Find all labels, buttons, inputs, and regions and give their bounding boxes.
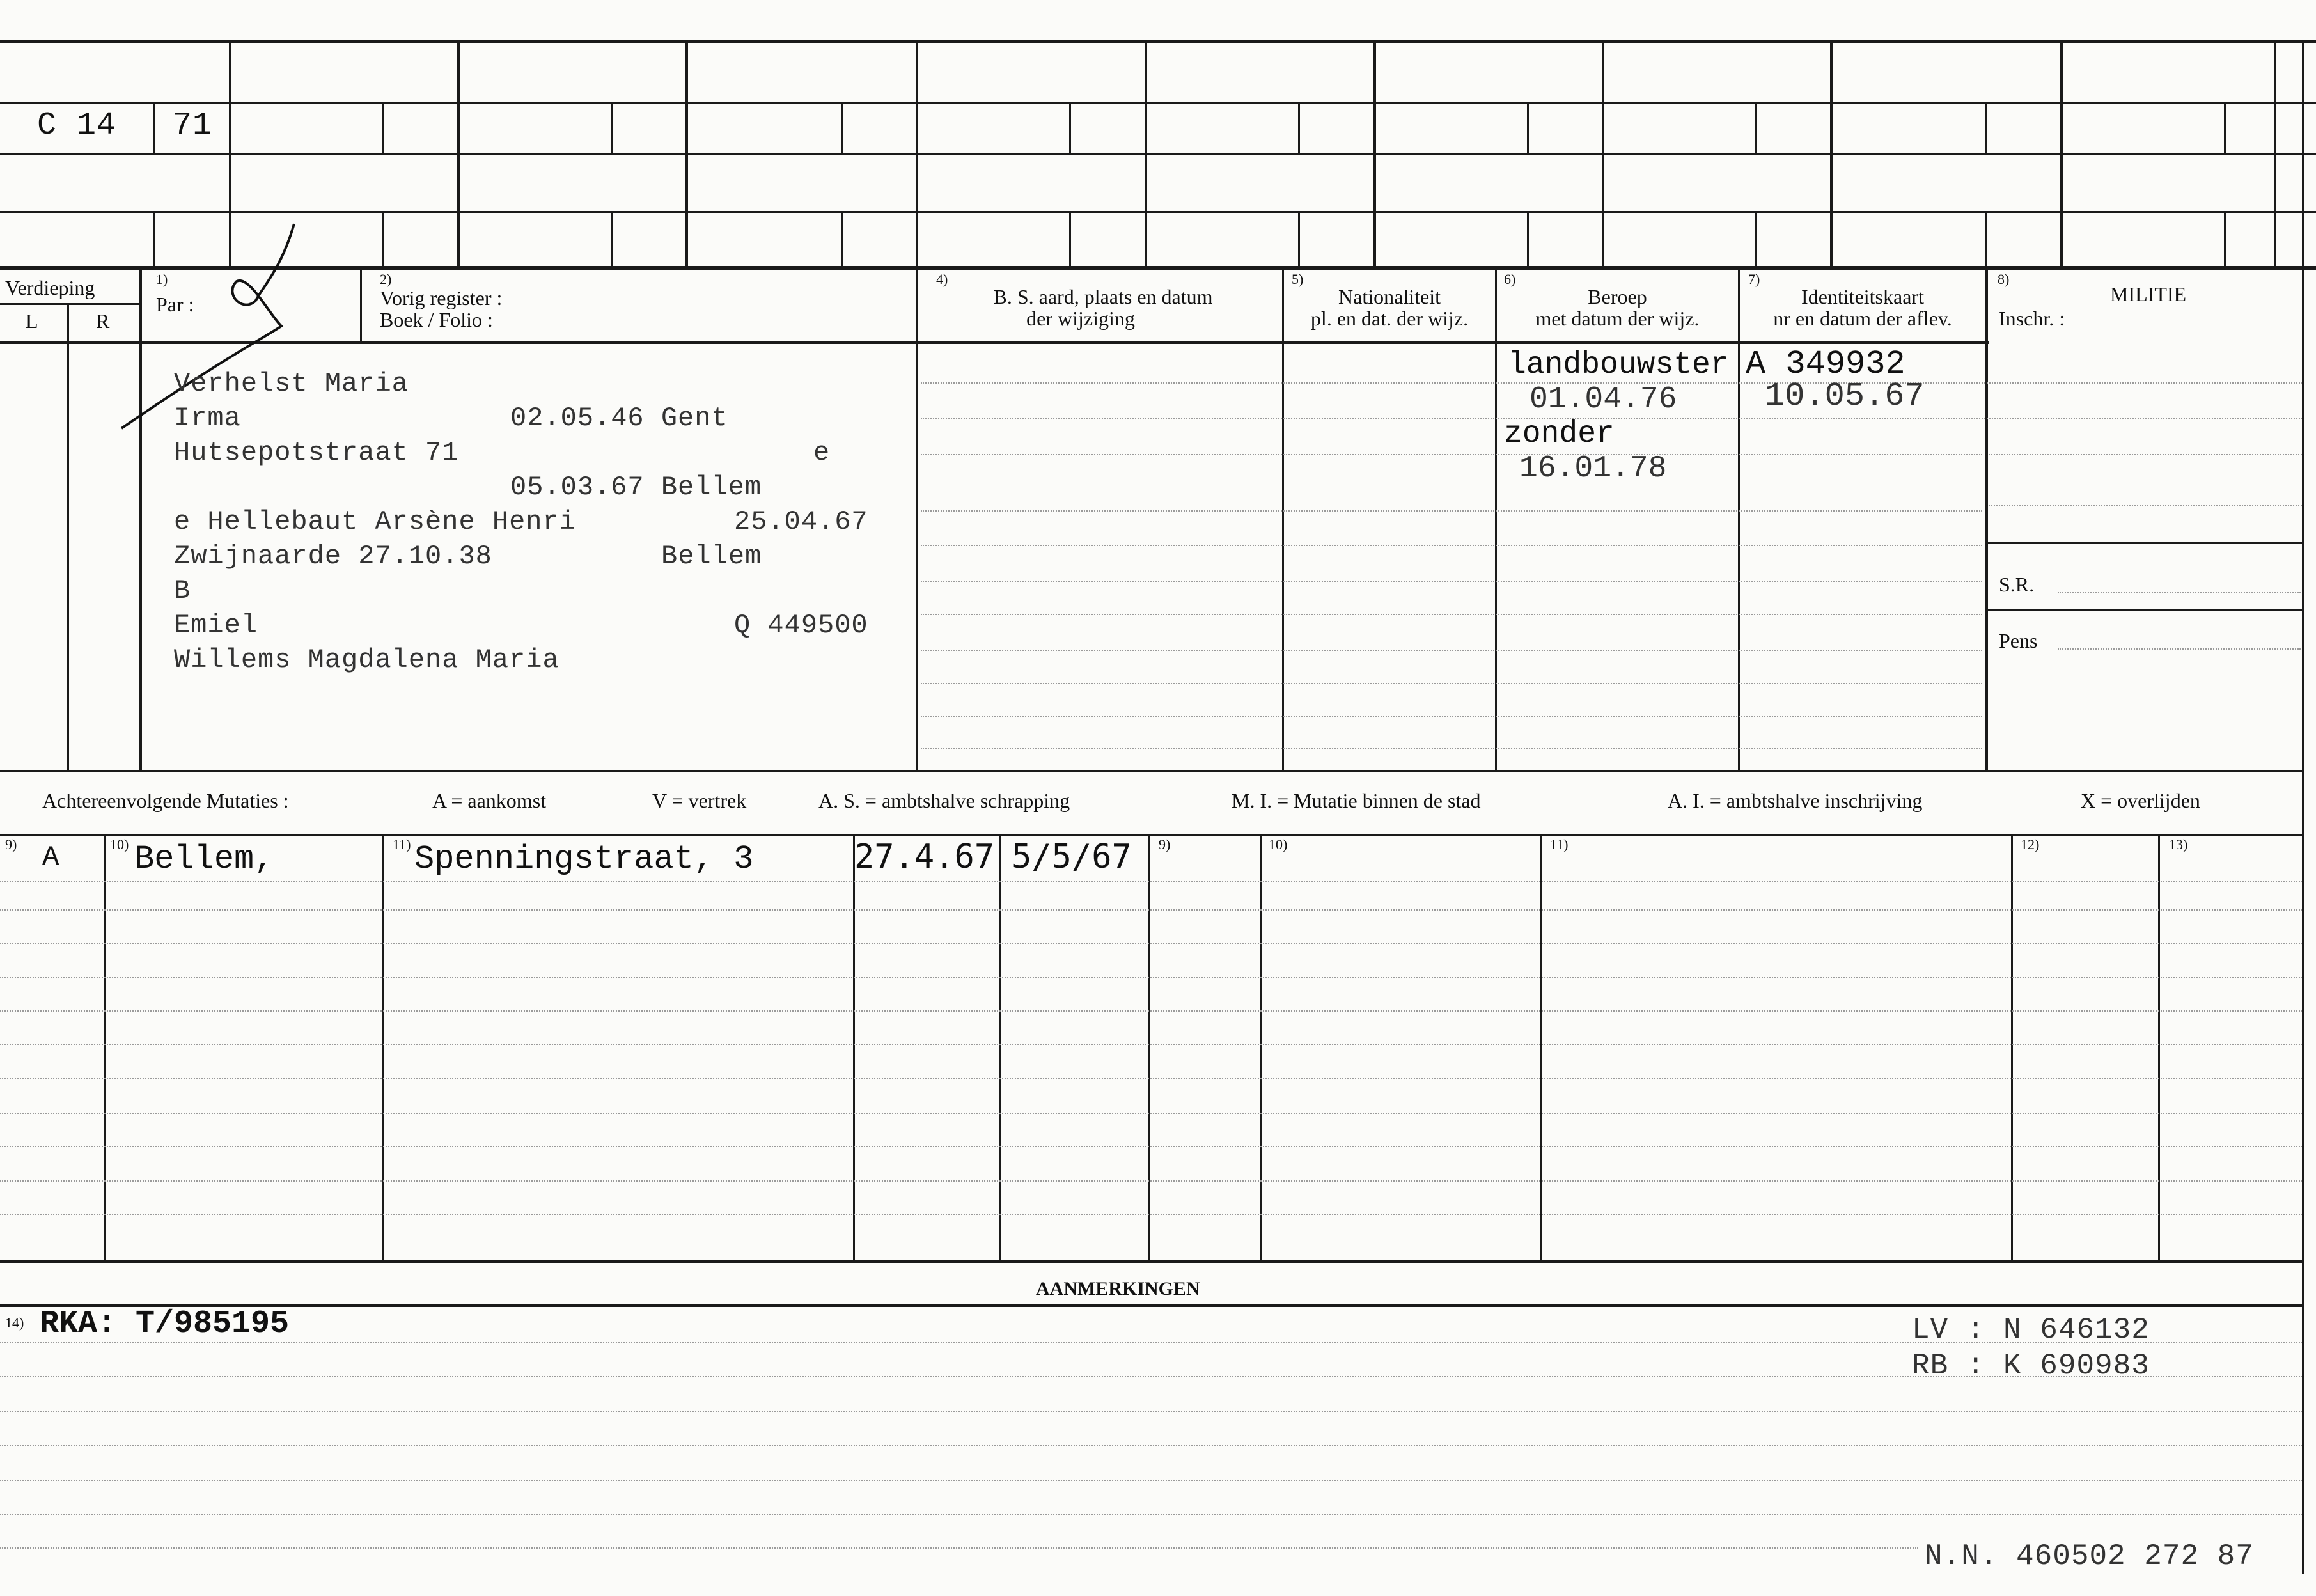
verdieping-label: Verdieping <box>5 276 95 299</box>
beroep-label-1: Beroep <box>1588 285 1647 308</box>
mut-h10b: 10) <box>1269 836 1288 852</box>
person-name: Verhelst Maria <box>174 368 409 399</box>
mut-h13: 13) <box>2169 836 2188 852</box>
person-birth: 02.05.46 Gent <box>510 403 728 434</box>
lv-value: LV : N 646132 <box>1912 1313 2150 1347</box>
person-mark-e: e <box>813 437 831 468</box>
nat-label-2: pl. en dat. der wijz. <box>1310 307 1469 330</box>
nn-value: N.N. 460502 272 87 <box>1925 1540 2254 1573</box>
person-father: Emiel <box>174 610 258 641</box>
legend-mi: M. I. = Mutatie binnen de stad <box>1232 789 1481 812</box>
grid-label-71: 71 <box>173 107 213 144</box>
boek-folio-label: Boek / Folio : <box>380 308 493 331</box>
person-place: Bellem <box>661 541 762 572</box>
note-4: 4) <box>936 271 948 287</box>
aanmerkingen-title: AANMERKINGEN <box>1036 1278 1200 1299</box>
id-card-date: 10.05.67 <box>1765 377 1925 415</box>
legend-a: A = aankomst <box>432 789 547 812</box>
person-marriage: 05.03.67 Bellem <box>510 472 762 503</box>
id-label-2: nr en datum der aflev. <box>1773 307 1952 330</box>
id-card-number: A 349932 <box>1746 345 1905 383</box>
mut-h9b: 9) <box>1159 836 1171 852</box>
person-number: Q 449500 <box>734 610 868 641</box>
mut-h11b: 11) <box>1550 836 1569 852</box>
person-firstname: Irma <box>174 403 241 434</box>
note-2: 2) <box>380 271 392 287</box>
inschr-label: Inschr. : <box>1999 307 2065 330</box>
note-7: 7) <box>1748 271 1760 287</box>
r-label: R <box>96 309 110 332</box>
vorig-register-label: Vorig register : <box>380 286 503 309</box>
beroep-value-1: landbouwster <box>1508 348 1729 382</box>
mut-row1-adres: Spenningstraat, 3 <box>414 840 754 878</box>
mut-row1-plaats: Bellem, <box>134 840 274 878</box>
grid-label-c14: C 14 <box>37 107 117 144</box>
note-8: 8) <box>1998 271 2010 287</box>
mut-row1-datum2: 5/5/67 <box>1012 838 1132 876</box>
person-address: Hutsepotstraat 71 <box>174 437 459 468</box>
legend-ai: A. I. = ambtshalve inschrijving <box>1668 789 1923 812</box>
pens-label: Pens <box>1999 629 2038 652</box>
legend-x: X = overlijden <box>2081 789 2200 812</box>
note-14: 14) <box>5 1315 24 1331</box>
l-label: L <box>26 309 38 332</box>
beroep-date-2: 16.01.78 <box>1519 451 1667 486</box>
beroep-date-1: 01.04.76 <box>1530 382 1677 417</box>
note-6: 6) <box>1504 271 1516 287</box>
beroep-label-2: met datum der wijz. <box>1535 307 1700 330</box>
militie-label: MILITIE <box>2110 283 2187 306</box>
mut-row1-datum1: 27.4.67 <box>854 838 995 876</box>
rb-value: RB : K 690983 <box>1912 1349 2150 1382</box>
legend-v: V = vertrek <box>652 789 747 812</box>
sr-label: S.R. <box>1999 573 2035 596</box>
bs-label-1: B. S. aard, plaats en datum <box>993 285 1213 308</box>
mut-h11: 11) <box>393 836 411 852</box>
note-5: 5) <box>1292 271 1304 287</box>
person-date-2: 25.04.67 <box>734 506 868 537</box>
mut-h10: 10) <box>110 836 129 852</box>
mut-row1-type: A <box>42 841 59 873</box>
bs-label-2: der wijziging <box>1026 307 1135 330</box>
legend-as: A. S. = ambtshalve schrapping <box>818 789 1070 812</box>
person-b: B <box>174 575 191 606</box>
person-mother: Willems Magdalena Maria <box>174 645 559 675</box>
id-label-1: Identiteitskaart <box>1801 285 1924 308</box>
mut-h9: 9) <box>5 836 17 852</box>
person-spouse: e Hellebaut Arsène Henri <box>174 506 576 537</box>
rka-value: RKA: T/985195 <box>40 1306 290 1342</box>
nat-label-1: Nationaliteit <box>1338 285 1441 308</box>
par-label: Par : <box>156 293 194 316</box>
person-spouse-birth: Zwijnaarde 27.10.38 <box>174 541 492 572</box>
note-1: 1) <box>156 271 168 287</box>
mutaties-title: Achtereenvolgende Mutaties : <box>42 789 289 812</box>
mut-h12: 12) <box>2021 836 2040 852</box>
beroep-value-2: zonder <box>1504 417 1615 451</box>
